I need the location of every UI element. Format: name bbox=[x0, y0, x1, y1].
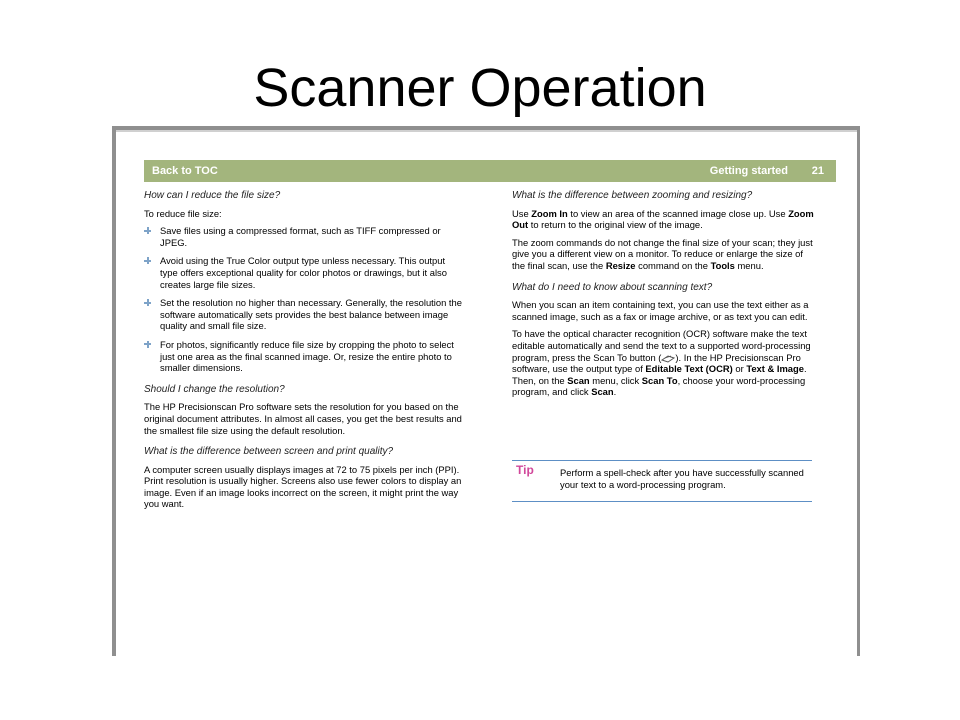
text-run: . Then, on the bbox=[512, 363, 807, 386]
slide-title: Scanner Operation bbox=[253, 58, 707, 118]
section-title: Getting started bbox=[709, 165, 788, 177]
plus-bullet-icon bbox=[144, 227, 151, 234]
list-item-text: Save files using a compressed format, such as TIFF compressed or JPEG. bbox=[160, 225, 441, 248]
list-item bbox=[144, 225, 462, 248]
tip-text: Perform a spell-check after you have successfully scanned your text to a word-processing program. bbox=[560, 467, 804, 490]
option-text-image: Text & Image bbox=[746, 363, 804, 375]
tip-label: Tip bbox=[516, 463, 534, 477]
document-page bbox=[112, 126, 860, 656]
answer-text: When you scan an item containing text, you can use the text either as a scanned image, such as a fax or image archive, or as text you can edit. bbox=[512, 299, 809, 322]
text-run: to return to the original view of the image. bbox=[528, 219, 703, 231]
text-run: , choose your word-processing program, and click bbox=[512, 374, 806, 398]
list-item bbox=[144, 255, 462, 290]
plus-bullet-icon bbox=[144, 299, 151, 306]
list-item-text: Avoid using the True Color output type unless necessary. This output type offers exceptional quality for color photos or drawings, but it also creates large file sizes. bbox=[160, 255, 447, 290]
command-zoom-in: Zoom In bbox=[531, 207, 568, 219]
question-heading: What is the difference between zooming and resizing? bbox=[512, 190, 753, 201]
option-editable-text: Editable Text (OCR) bbox=[645, 363, 733, 375]
command-zoom-out: Zoom Out bbox=[512, 207, 814, 231]
text-run: ). In the HP Precisionscan Pro software, use the output type of bbox=[512, 351, 801, 375]
command-scan: Scan bbox=[591, 386, 614, 398]
list-item bbox=[144, 339, 462, 374]
list-item-text: Set the resolution no higher than necessary. Generally, the resolution the software automatically sets provides the best balance between image quality and small file size. bbox=[160, 297, 462, 332]
answer-text: The HP Precisionscan Pro software sets the resolution for you based on the original document attributes. In almost all cases, you get the best results and the smallest file size using the default resolution. bbox=[144, 401, 462, 436]
list-item-text: For photos, significantly reduce file size by cropping the photo to select just one area as the final scanned image. Or, resize the entire photo to smaller dimensions. bbox=[160, 338, 454, 374]
question-heading: Should I change the resolution? bbox=[144, 383, 285, 395]
text-run: command on the bbox=[635, 259, 711, 271]
tips-list bbox=[144, 225, 462, 374]
page-header-bar bbox=[144, 160, 836, 182]
question-heading: What do I need to know about scanning text? bbox=[512, 281, 713, 293]
text-run: Use bbox=[512, 207, 532, 219]
left-column bbox=[144, 190, 462, 516]
command-resize: Resize bbox=[605, 259, 636, 271]
menu-tools: Tools bbox=[710, 259, 735, 271]
list-item bbox=[144, 297, 462, 332]
right-column bbox=[512, 190, 818, 404]
back-to-toc-link[interactable]: Back to TOC bbox=[152, 165, 218, 177]
answer-text bbox=[512, 237, 818, 272]
question-heading: What is the difference between screen and print quality? bbox=[144, 446, 394, 458]
text-run: to view an area of the scanned image close up. Use bbox=[567, 207, 789, 219]
text-run: menu. bbox=[734, 259, 764, 271]
text-run: or bbox=[732, 363, 747, 375]
plus-bullet-icon bbox=[144, 257, 151, 264]
command-scan-to: Scan To bbox=[641, 374, 678, 386]
text-run: The zoom commands do not change the final size of your scan; they just give you a different view on a monitor. To reduce or enlarge the size of the final scan, use the bbox=[512, 236, 813, 271]
text-run: menu, click bbox=[589, 374, 642, 386]
answer-text bbox=[512, 208, 818, 231]
menu-scan: Scan bbox=[567, 374, 590, 386]
plus-bullet-icon bbox=[144, 341, 151, 348]
text-run: To have the optical character recognition (OCR) software make the text editable automatically and send the text to a supported word-processing program, press the Scan To button ( bbox=[512, 328, 811, 363]
question-heading: How can I reduce the file size? bbox=[144, 190, 281, 201]
intro-text: To reduce file size: bbox=[144, 207, 222, 219]
text-run: . bbox=[613, 386, 617, 398]
answer-text: A computer screen usually displays images at 72 to 75 pixels per inch (PPI). Print resolution is usually higher. Screens also use fewer colors to display an image. Even if an image looks incorrect on the screen, it might print the way you want. bbox=[144, 463, 462, 510]
tip-box bbox=[512, 460, 812, 502]
scan-to-button-icon bbox=[661, 354, 675, 363]
answer-text bbox=[512, 328, 818, 398]
page-number: 21 bbox=[811, 165, 824, 177]
